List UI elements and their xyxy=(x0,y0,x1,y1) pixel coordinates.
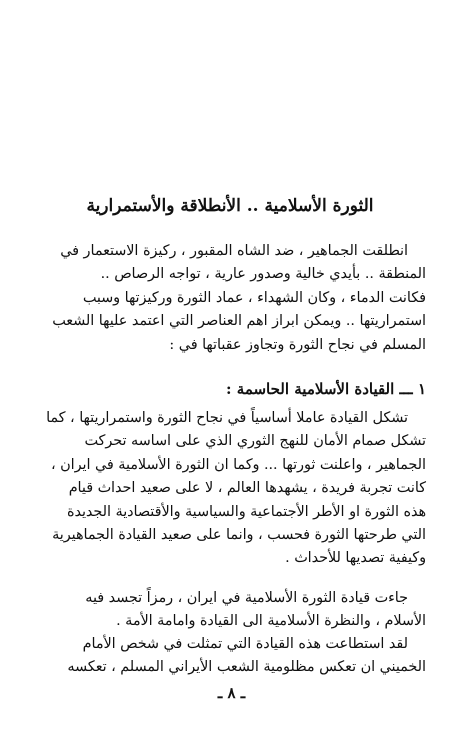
paragraph-intro xyxy=(34,240,426,357)
text-line: المنطقة .. بأيدي خالية وصدور عارية ، تواجه الرصاص .. xyxy=(100,266,426,283)
text-line: تشكل صمام الأمان للنهج الثوري الذي على اساسه تحركت xyxy=(84,433,426,450)
text-line: الخميني ان تعكس مظلومية الشعب الأيراني المسلم ، تعكسه xyxy=(67,659,426,676)
text-line: لقد استطاعت هذه القيادة التي تمثلت في شخص الأمام xyxy=(82,636,408,652)
text-line: وكيفية تصديها للأحداث . xyxy=(285,550,426,567)
text-line: التي طرحتها الثورة فحسب ، وانما على صعيد القيادة الجماهيرية xyxy=(52,526,426,543)
text-line: تشكل القيادة عاملا أساسياً في نجاح الثورة واستمراريتها ، كما xyxy=(46,410,408,426)
paragraph-leadership xyxy=(34,407,426,571)
text-line: كانت تجربة فريدة ، يشهدها العالم ، لا على صعيد احداث قيام xyxy=(68,480,426,497)
text-line: الأسلام ، والنظرة الأسلامية الى القيادة وامامة الأمة . xyxy=(116,613,426,630)
text-line: جاءت قيادة الثورة الأسلامية في ايران ، رمزاً تجسد فيه xyxy=(85,590,408,606)
text-line: انطلقت الجماهير ، ضد الشاه المقبور ، ركيزة الاستعمار في xyxy=(60,243,408,259)
page-title: الثورة الأسلامية .. الأنطلاقة والأستمرارية xyxy=(86,196,374,216)
text-line: المسلم في نجاح الثورة وتجاوز عقباتها في : xyxy=(169,336,426,353)
text-line: فكانت الدماء ، وكان الشهداء ، عماد الثورة وركيزتها وسبب xyxy=(82,289,426,306)
text-line: استمراريتها .. ويمكن ابراز اهم العناصر التي اعتمد عليها الشعب xyxy=(52,313,426,330)
page-number: ـ ٨ ـ xyxy=(217,684,246,702)
text-line: الجماهير ، واعلنت ثورتها ... وكما ان الثورة الأسلامية في ايران ، xyxy=(50,456,426,473)
paragraph-symbol xyxy=(34,587,426,634)
paragraph-khomeini xyxy=(34,633,426,680)
section-heading: ١ ـــ القيادة الأسلامية الحاسمة : xyxy=(226,380,426,398)
text-line: هذه الثورة او الأطر الأجتماعية والسياسية والأقتصادية الجديدة xyxy=(66,503,426,520)
